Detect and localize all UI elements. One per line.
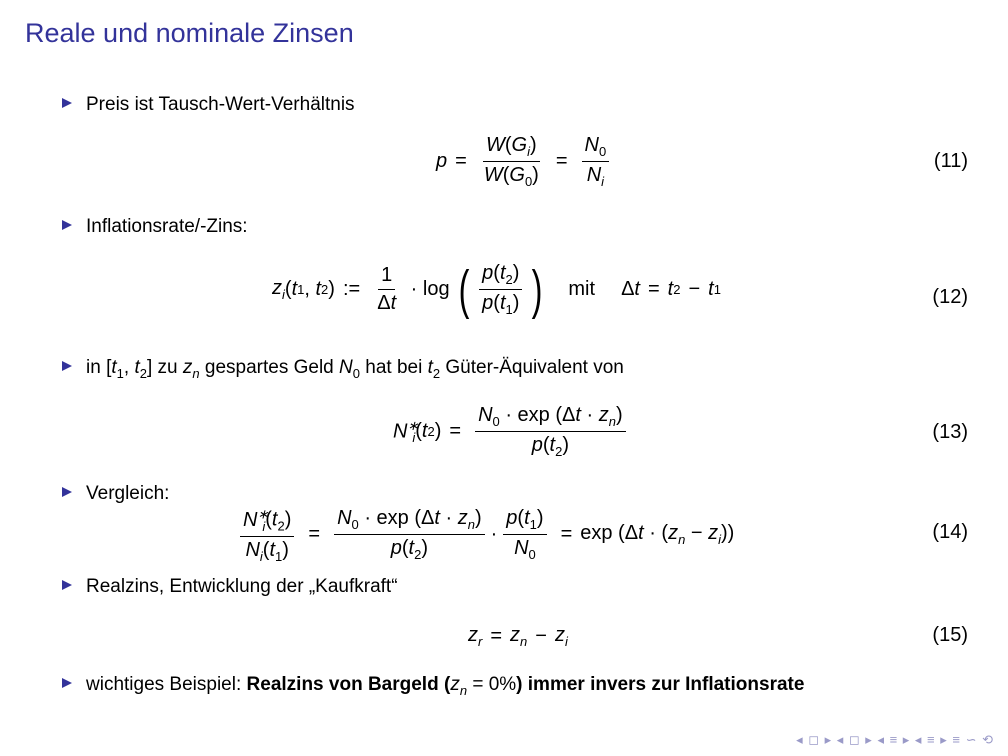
beamer-navigation-controls[interactable]: ◂ ◻ ▸ ◂ ◻ ▸ ◂ ≡ ▸ ◂ ≡ ▸ ≡ ∽ ⟲ xyxy=(796,732,994,747)
equation-number-12: (12) xyxy=(932,286,968,308)
equation-15: $z_r$ = $z_n$ − $z_i$ xyxy=(468,624,568,649)
bullet-triangle-icon xyxy=(62,678,72,688)
equation-number-11: (11) xyxy=(933,150,968,172)
bullet-real-interest: Realzins, Entwicklung der „Kaufkraft“ xyxy=(62,575,398,599)
bullet-triangle-icon xyxy=(62,580,72,590)
bullet-saved-money: in [$t_1$, $t_2$] zu $z_n$ gespartes Geld $N_0$ hat bei $t_2$ Güter-Äquivalent von xyxy=(62,356,624,386)
bullet-price: Preis ist Tausch-Wert-Verhältnis xyxy=(62,93,355,117)
equation-number-13: (13) xyxy=(932,421,968,443)
bullet-comparison: Vergleich: xyxy=(62,482,169,506)
equation-number-14: (14) xyxy=(932,521,968,543)
bullet-inflation: Inflationsrate/-Zins: xyxy=(62,215,248,239)
equation-12: $z_i$ ( t 1 , t 2 ) := $\frac{1}{\Delta t}$ · log ( $\frac{p(t_2)}{p(t_1)}$ ) mit Δt = t 2 − t 1 xyxy=(272,259,721,320)
equation-number-15: (15) xyxy=(932,624,968,646)
bullet-triangle-icon xyxy=(62,220,72,230)
bullet-triangle-icon xyxy=(62,361,72,371)
equation-11: p = $\frac{W(G_i)}{W(G_0)}$ = $\frac{N_0}{N_i}$ xyxy=(436,134,615,189)
bullet-example: wichtiges Beispiel: Realzins von Bargeld $(z_n = 0\%)$ immer invers zur Inflationsrate xyxy=(62,673,804,703)
slide-title: Reale und nominale Zinsen xyxy=(25,18,354,48)
equation-13: $N^∗_i$ ( t 2 ) = $\frac{N_0 \cdot \exp (\Delta t \cdot z_n)}{p(t_2)}$ xyxy=(393,404,632,459)
equation-14: $\frac{N^∗_i(t_2)}{N_i(t_1)}$ = $\frac{N_0 \cdot \exp (\Delta t \cdot z_n)}{p(t_2)}$ · $\frac{p(t_1)}{N_0}$ = $\exp (\Delta t \cdot (z_n - z_i))$ xyxy=(240,506,734,564)
bullet-triangle-icon xyxy=(62,98,72,108)
bullet-triangle-icon xyxy=(62,487,72,497)
